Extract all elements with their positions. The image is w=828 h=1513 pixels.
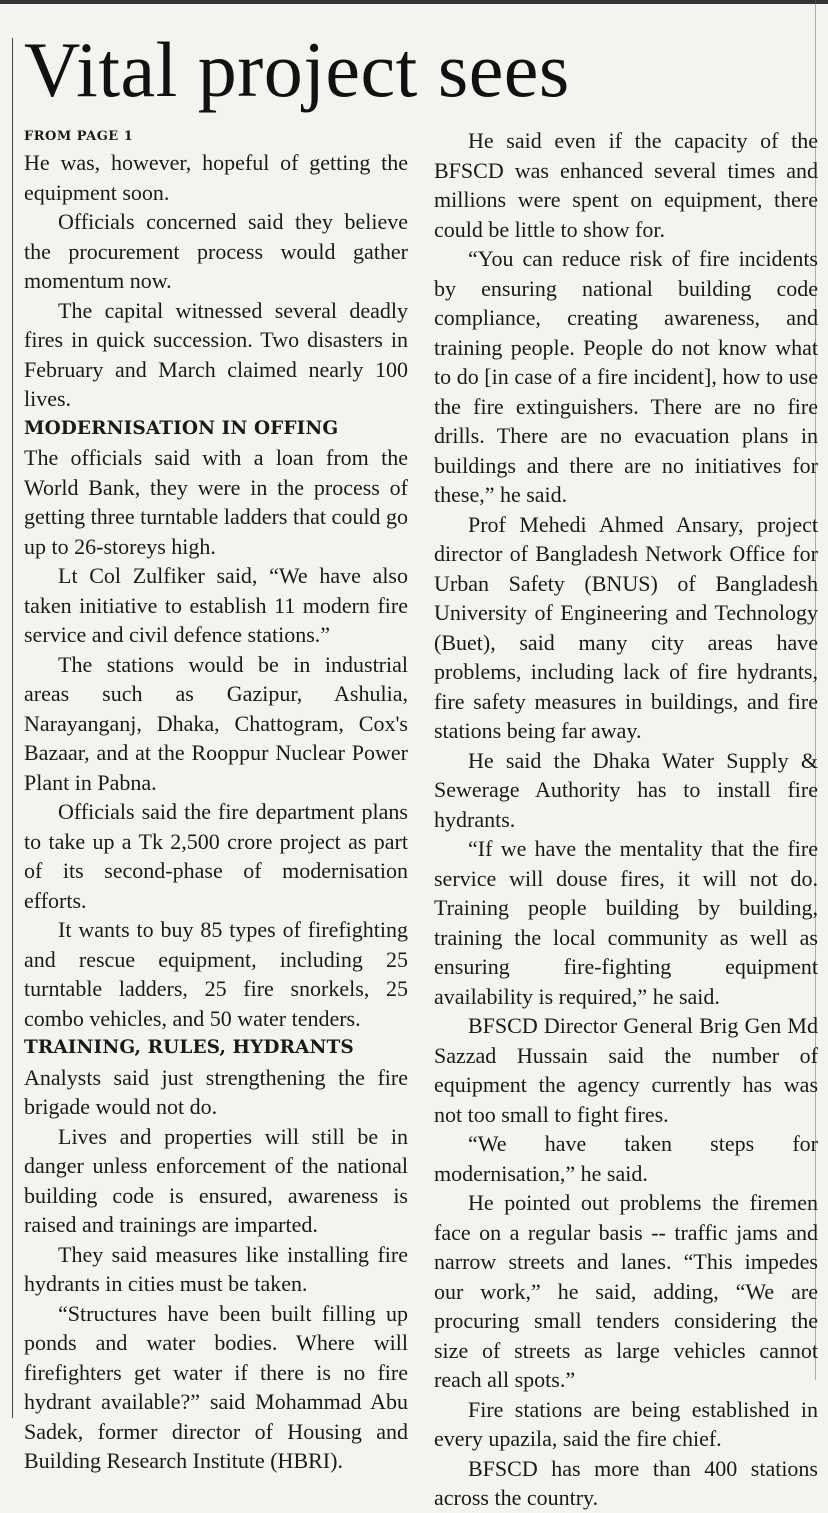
left-column-rule	[12, 38, 13, 1418]
article-paragraph: He pointed out problems the firemen face on a regular basis -- traffic jams and narrow streets and lanes. “This impedes our work,” he said, adding, “We are procuring small tenders considering the size of streets as large vehicles cannot reach all spots.”	[434, 1190, 818, 1392]
article-column-right	[434, 126, 818, 1513]
continuation-label: FROM PAGE 1	[24, 129, 134, 144]
article-paragraph: Prof Mehedi Ahmed Ansary, project director of Bangladesh Network Office for Urban Safety (BNUS) of Bangladesh University of Engineering and Technology (Buet), said many city areas have problems, including lack of fire hydrants, fire safety measures in buildings, and fire stations being far away.	[434, 511, 818, 743]
left-column-body	[24, 148, 408, 1476]
article-paragraph: He said even if the capacity of the BFSCD was enhanced several times and millions were spent on equipment, there could be little to show for.	[434, 128, 818, 242]
article-paragraph: “We have taken steps for modernisation,” he said.	[434, 1131, 818, 1186]
article-paragraph: He said the Dhaka Water Supply & Sewerage Authority has to install fire hydrants.	[434, 747, 818, 832]
article-paragraph: They said measures like installing fire hydrants in cities must be taken.	[24, 1241, 408, 1296]
section-subheading: MODERNISATION IN OFFING	[24, 417, 339, 439]
article-paragraph: The officials said with a loan from the World Bank, they were in the process of getting three turntable ladders that could go up to 26-storeys high.	[24, 445, 408, 559]
article-paragraph: Lt Col Zulfiker said, “We have also taken initiative to establish 11 modern fire service and civil defence stations.”	[24, 563, 408, 647]
section-subheading: TRAINING, RULES, HYDRANTS	[24, 1037, 354, 1058]
article-paragraph: Fire stations are being established in every upazila, said the fire chief.	[434, 1396, 818, 1451]
article-paragraph: Analysts said just strengthening the fire brigade would not do.	[24, 1064, 408, 1119]
article-column-left	[24, 126, 408, 1476]
right-column-body	[434, 126, 818, 1513]
article-paragraph: Officials concerned said they believe the procurement process would gather momentum now.	[24, 209, 408, 293]
headline: Vital project sees	[24, 26, 570, 113]
article-paragraph: Lives and properties will still be in danger unless enforcement of the national building code is ensured, awareness is raised and trainings are imparted.	[24, 1123, 408, 1237]
article-paragraph: It wants to buy 85 types of firefighting and rescue equipment, including 25 turntable ladders, 25 fire snorkels, 25 combo vehicles, and 50 water tenders.	[24, 917, 408, 1031]
article-paragraph: “If we have the mentality that the fire service will douse fires, it will not do. Training people building by building, training the local community as well as ensuring fire-fighting equipment availability is required,” he said.	[434, 836, 818, 1009]
article-paragraph: “You can reduce risk of fire incidents by ensuring national building code compliance, creating awareness, and training people. People do not know what to do [in case of a fire incident], how to use the fire extinguishers. There are no fire drills. There are no evacuation plans in buildings and there are no initiatives for these,” he said.	[434, 246, 818, 507]
article-paragraph: BFSCD has more than 400 stations across the country.	[434, 1455, 818, 1510]
article-paragraph: “Structures have been built filling up ponds and water bodies. Where will firefighters get water if there is no fire hydrant available?” said Mohammad Abu Sadek, former director of Housing and Building Research Institute (HBRI).	[24, 1300, 408, 1473]
article-paragraph: The stations would be in industrial areas such as Gazipur, Ashulia, Narayanganj, Dhaka, Chattogram, Cox's Bazaar, and at the Rooppur Nuclear Power Plant in Pabna.	[24, 651, 408, 795]
article-paragraph: He was, however, hopeful of getting the equipment soon.	[24, 150, 408, 205]
article-paragraph: The capital witnessed several deadly fires in quick succession. Two disasters in February and March claimed nearly 100 lives.	[24, 297, 408, 411]
article-paragraph: BFSCD Director General Brig Gen Md Sazzad Hussain said the number of equipment the agency currently has was not too small to fight fires.	[434, 1013, 818, 1127]
top-rule	[0, 0, 828, 4]
article-paragraph: Officials said the fire department plans to take up a Tk 2,500 crore project as part of its second-phase of modernisation efforts.	[24, 799, 408, 913]
